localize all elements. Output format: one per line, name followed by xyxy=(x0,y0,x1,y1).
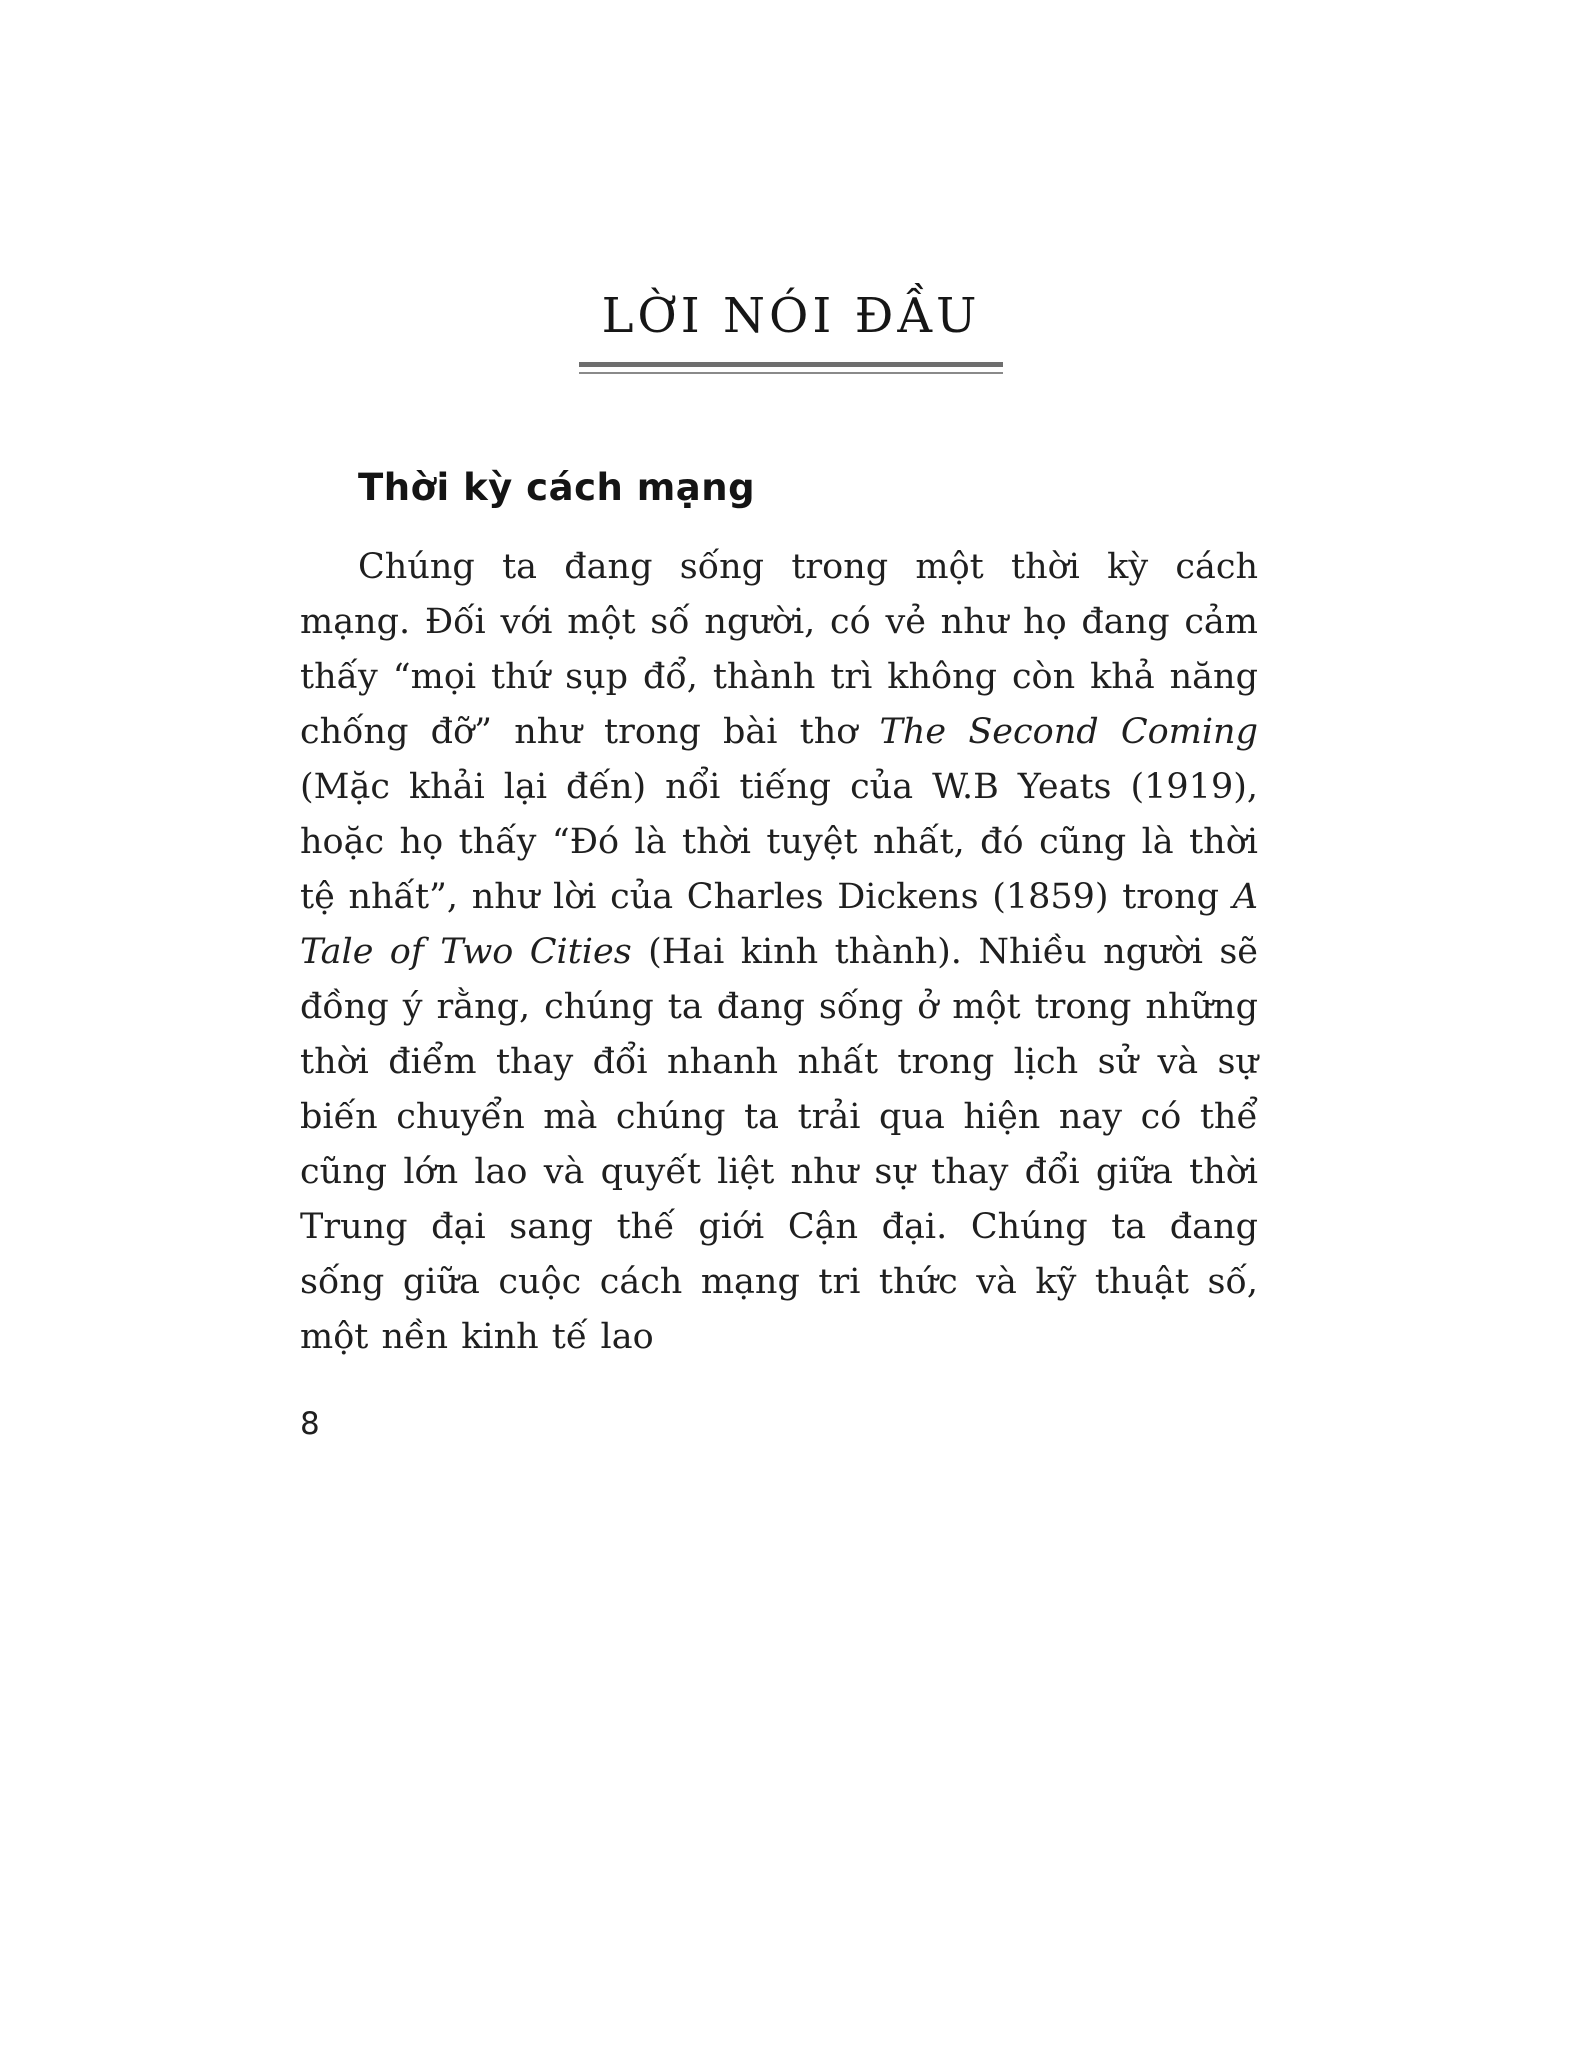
title-divider xyxy=(579,362,1003,374)
page-number: 8 xyxy=(300,1406,320,1442)
chapter-title-block xyxy=(0,288,1582,374)
paragraph: Chúng ta đang sống trong một thời kỳ cách mạng. Đối với một số người, có vẻ như họ đang cảm thấy “mọi thứ sụp đổ, thành trì không còn khả năng chống đỡ” như trong bài thơ The Second Coming (Mặc khải lại đến) nổi tiếng của W.B Yeats (1919), hoặc họ thấy “Đó là thời tuyệt nhất, đó cũng là thời tệ nhất”, như lời của Charles Dickens (1859) trong A Tale of Two Cities (Hai kinh thành). Nhiều người sẽ đồng ý rằng, chúng ta đang sống ở một trong những thời điểm thay đổi nhanh nhất trong lịch sử và sự biến chuyển mà chúng ta trải qua hiện nay có thể cũng lớn lao và quyết liệt như sự thay đổi giữa thời Trung đại sang thế giới Cận đại. Chúng ta đang sống giữa cuộc cách mạng tri thức và kỹ thuật số, một nền kinh tế lao xyxy=(300,547,1258,1357)
section-heading: Thời kỳ cách mạng xyxy=(358,466,756,509)
chapter-title: LỜI NÓI ĐẦU xyxy=(601,288,981,344)
